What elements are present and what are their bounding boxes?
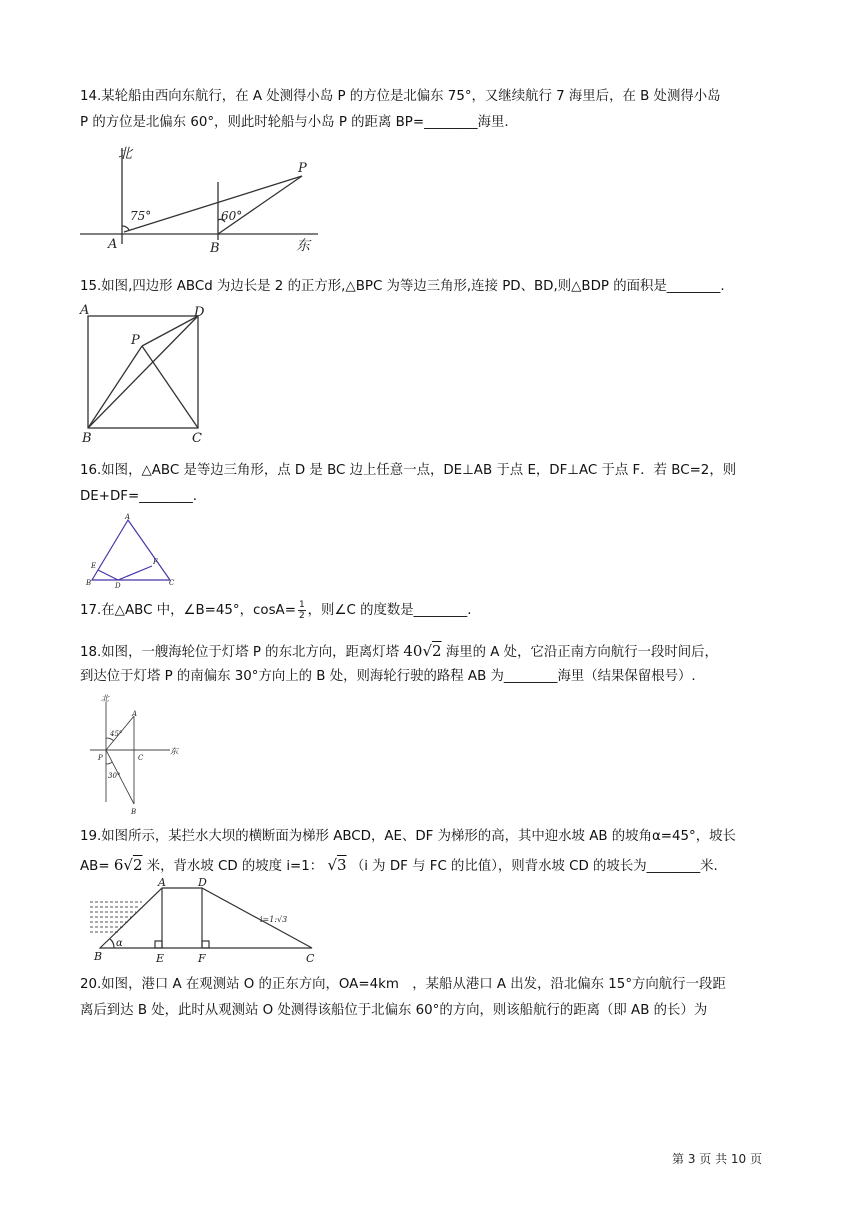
q18-line1-prefix: 18.如图，一艘海轮位于灯塔 P 的东北方向，距离灯塔 bbox=[80, 645, 400, 660]
q14-line1: 14.某轮船由西向东航行，在 A 处测得小岛 P 的方位是北偏东 75°，又继续航行 7 海里后，在 B 处测得小岛 bbox=[80, 89, 721, 104]
q15-label-b: B bbox=[82, 431, 92, 446]
q18-distance: 40√2 bbox=[403, 642, 442, 660]
q19-label-alpha: α bbox=[116, 938, 123, 949]
q19-label-c: C bbox=[306, 952, 315, 965]
q18-label-a: A bbox=[132, 710, 138, 718]
q14-label-b: B bbox=[210, 241, 220, 256]
q19-label-a: A bbox=[158, 876, 166, 889]
q18-line1 bbox=[80, 638, 780, 666]
q14-east-label: 东 bbox=[296, 238, 310, 254]
q17-frac-num: 1 bbox=[298, 599, 305, 610]
q19-slope-label: i=1:√3 bbox=[260, 915, 288, 924]
q19-line1: 19.如图所示，某拦水大坝的横断面为梯形 ABCD，AE、DF 为梯形的高，其中迎水坡 AB 的坡角α=45°，坡长 bbox=[80, 829, 736, 844]
q18-angle1: 45° bbox=[110, 730, 123, 738]
q18-label-b: B bbox=[131, 808, 137, 816]
q16-line2: DE+DF=________. bbox=[80, 489, 198, 504]
q16-line1: 16.如图，△ABC 是等边三角形，点 D 是 BC 边上任意一点，DE⊥AB 于点 E，DF⊥AC 于点 F．若 BC=2，则 bbox=[80, 463, 737, 478]
q14-label-a: A bbox=[108, 237, 118, 252]
q15-label-d: D bbox=[194, 305, 205, 320]
q15-label-c: C bbox=[192, 431, 202, 446]
q14-line2: P 的方位是北偏东 60°，则此时轮船与小岛 P 的距离 BP=________海里. bbox=[80, 115, 509, 130]
q19-label-f: F bbox=[198, 952, 206, 965]
q18-label-c: C bbox=[138, 754, 144, 762]
q19-label-b: B bbox=[94, 950, 103, 963]
q16-label-c: C bbox=[169, 579, 175, 587]
page-footer: 第 3 页 共 10 页 bbox=[672, 1152, 762, 1166]
q14-north-label: 北 bbox=[118, 146, 132, 162]
q19-label-d: D bbox=[198, 876, 207, 889]
q19-figure bbox=[86, 876, 326, 966]
q16-label-a: A bbox=[125, 513, 131, 521]
q18-east-label: 东 bbox=[170, 747, 178, 756]
q19-length: 6√2 bbox=[113, 856, 143, 874]
q18-north-label: 北 bbox=[101, 694, 109, 703]
q18-label-p: P bbox=[98, 754, 103, 762]
q16-label-f: F bbox=[153, 558, 158, 566]
q15-figure bbox=[78, 302, 218, 448]
q18-line1-suffix: 海里的 A 处，它沿正南方向航行一段时间后， bbox=[445, 645, 718, 660]
q18-figure bbox=[86, 694, 196, 818]
q17-fraction bbox=[298, 600, 306, 621]
q19-line2-mid: 米，背水坡 CD 的坡度 i=1： bbox=[146, 859, 324, 874]
q17-suffix: ，则∠C 的度数是________. bbox=[307, 603, 472, 618]
q20-line1: 20.如图，港口 A 在观测站 O 的正东方向，OA=4km ，某船从港口 A 出发，沿北偏东 15°方向航行一段距 bbox=[80, 977, 726, 992]
q14-angle-b: 60° bbox=[221, 209, 243, 223]
q17-frac-den: 2 bbox=[298, 610, 305, 621]
q18-line2: 到达位于灯塔 P 的南偏东 30°方向上的 B 处，则海轮行驶的路程 AB 为________海里（结果保留根号）. bbox=[80, 669, 696, 684]
q16-label-e: E bbox=[91, 562, 97, 570]
q20-line2: 离后到达 B 处，此时从观测站 O 处测得该船位于北偏东 60°的方向，则该船航行的距离（即 AB 的长）为 bbox=[80, 1003, 708, 1018]
q18-angle2: 30° bbox=[108, 772, 121, 780]
q19-slope-root: √3 bbox=[327, 856, 347, 874]
q19-water-lines bbox=[90, 902, 142, 932]
q14-label-p: P bbox=[298, 161, 307, 176]
q17-line1 bbox=[80, 598, 780, 624]
q19-line2-prefix: AB= bbox=[80, 859, 110, 874]
q16-label-d: D bbox=[115, 582, 121, 590]
q19-line2-suffix: （i 为 DF 与 FC 的比值），则背水坡 CD 的坡长为________米. bbox=[350, 859, 718, 874]
q16-label-b: B bbox=[86, 579, 92, 587]
q15-label-p: P bbox=[131, 333, 140, 348]
q16-figure bbox=[82, 512, 182, 588]
q15-line1: 15.如图,四边形 ABCd 为边长是 2 的正方形,△BPC 为等边三角形,连接 PD、BD,则△BDP 的面积是________. bbox=[80, 279, 725, 294]
q14-figure bbox=[80, 140, 330, 260]
q14-angle-a: 75° bbox=[130, 209, 152, 223]
q17-prefix: 17.在△ABC 中，∠B=45°，cosA= bbox=[80, 603, 296, 618]
q15-label-a: A bbox=[80, 303, 90, 318]
q19-label-e: E bbox=[156, 952, 165, 965]
